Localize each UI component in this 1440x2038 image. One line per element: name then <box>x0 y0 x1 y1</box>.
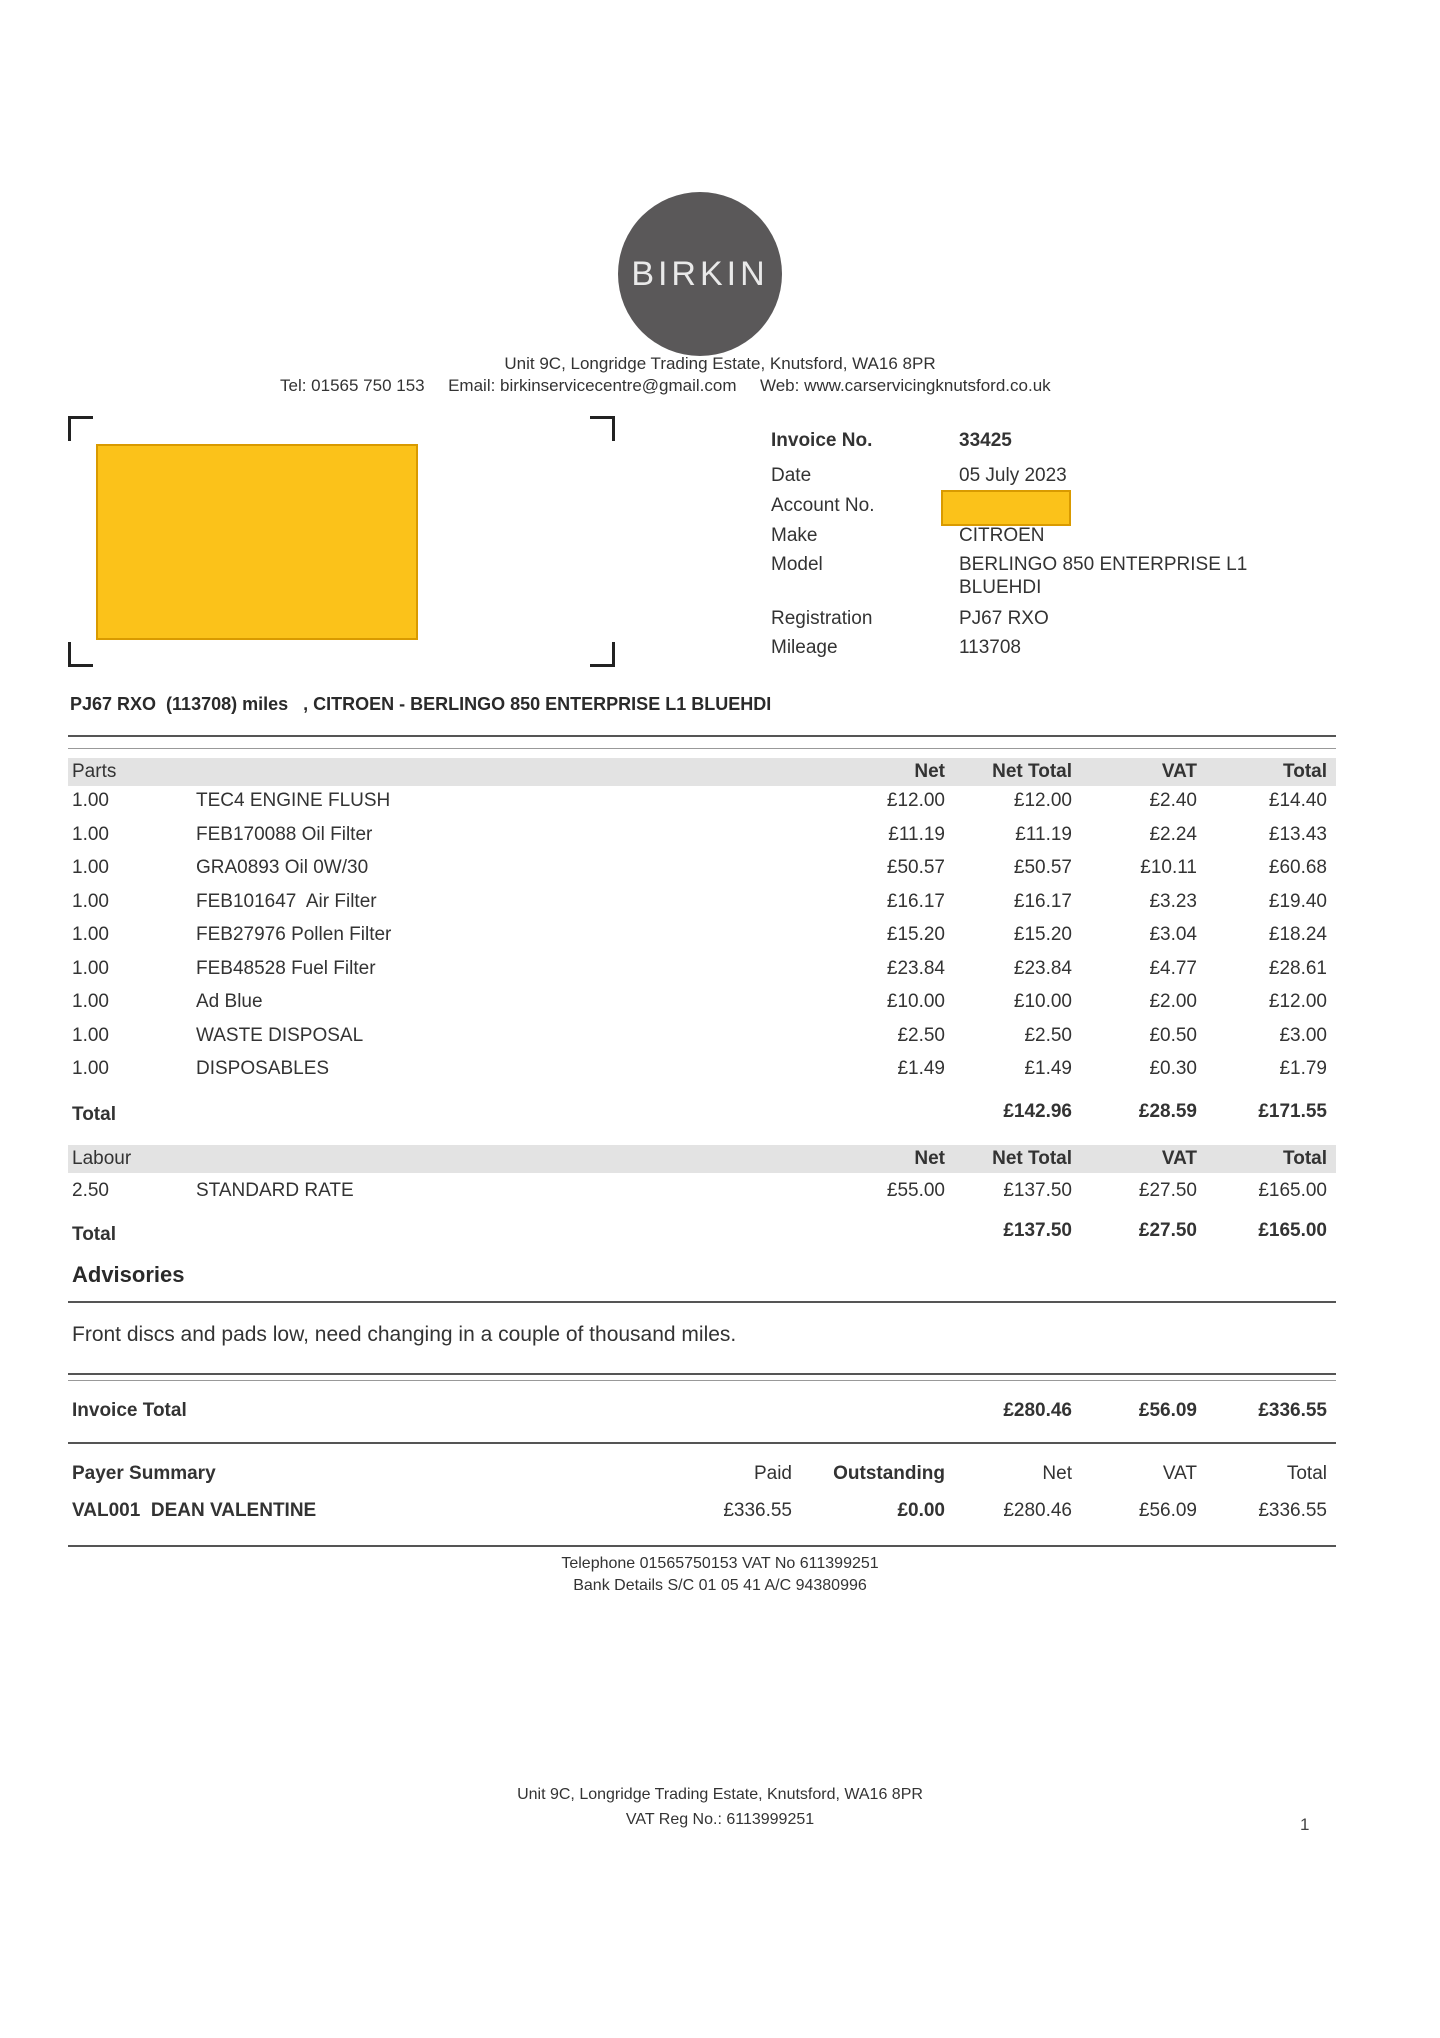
row-vat: £10.11 <box>1140 857 1197 878</box>
payer-outstanding: £0.00 <box>897 1500 945 1521</box>
table-row <box>0 991 1440 1025</box>
account-no-label: Account No. <box>771 495 875 516</box>
registration-label: Registration <box>771 608 873 629</box>
row-vat: £27.50 <box>1138 1180 1197 1201</box>
row-description: WASTE DISPOSAL <box>196 1024 364 1046</box>
divider <box>68 1442 1336 1444</box>
payer-col-paid: Paid <box>753 1463 792 1484</box>
advisories-title: Advisories <box>72 1262 185 1287</box>
row-net: £1.49 <box>897 1058 945 1079</box>
parts-total-net-total: £142.96 <box>1003 1101 1072 1122</box>
model-value-line1: BERLINGO 850 ENTERPRISE L1 <box>959 554 1248 575</box>
row-net-total: £12.00 <box>1013 790 1072 811</box>
payer-net: £280.46 <box>1003 1500 1072 1521</box>
labour-section-label: Labour <box>72 1148 132 1169</box>
company-contacts <box>280 376 1051 396</box>
divider <box>68 748 1336 749</box>
row-description: TEC4 ENGINE FLUSH <box>196 790 391 811</box>
parts-section-label: Parts <box>72 761 117 782</box>
row-total: £13.43 <box>1268 823 1327 845</box>
row-qty: 1.00 <box>72 790 109 811</box>
model-label: Model <box>771 554 823 575</box>
brand-logo-text: BIRKIN <box>631 254 769 293</box>
row-total: £12.00 <box>1268 991 1327 1012</box>
payer-name: VAL001 DEAN VALENTINE <box>72 1500 317 1521</box>
redacted-account-number <box>941 490 1071 526</box>
invoice-no-label: Invoice No. <box>771 430 873 451</box>
labour-total-total: £165.00 <box>1258 1220 1327 1241</box>
advisories-text: Front discs and pads low, need changing in a couple of thousand miles. <box>72 1323 737 1346</box>
address-window-corner <box>590 642 615 667</box>
invoice-total-net: £280.46 <box>1003 1400 1072 1421</box>
labour-total-net-total: £137.50 <box>1003 1220 1072 1241</box>
row-vat: £3.04 <box>1149 924 1197 945</box>
labour-col-net-total: Net Total <box>992 1148 1072 1169</box>
row-description: FEB101647 Air Filter <box>196 890 377 912</box>
address-window-corner <box>68 642 93 667</box>
row-description: STANDARD RATE <box>196 1180 354 1201</box>
row-vat: £3.23 <box>1149 890 1197 912</box>
row-total: £18.24 <box>1268 924 1327 945</box>
labour-col-vat: VAT <box>1161 1148 1197 1169</box>
parts-total-total: £171.55 <box>1258 1101 1327 1122</box>
row-net: £15.20 <box>886 924 945 945</box>
payer-vat: £56.09 <box>1138 1500 1197 1521</box>
divider <box>68 735 1336 737</box>
table-row <box>0 790 1440 824</box>
invoice-total-vat: £56.09 <box>1138 1400 1197 1421</box>
row-total: £165.00 <box>1258 1180 1327 1201</box>
make-label: Make <box>771 525 818 546</box>
date-value: 05 July 2023 <box>959 465 1067 486</box>
row-total: £19.40 <box>1268 890 1327 912</box>
row-vat: £0.50 <box>1149 1024 1197 1046</box>
table-row <box>0 1180 1440 1214</box>
model-value-line2: BLUEHDI <box>959 577 1042 598</box>
row-qty: 1.00 <box>72 823 109 845</box>
company-web: Web: www.carservicingknutsford.co.uk <box>759 376 1051 395</box>
row-net: £50.57 <box>886 857 945 878</box>
company-tel: Tel: 01565 750 153 <box>280 376 425 395</box>
payer-col-net: Net <box>1042 1463 1072 1484</box>
parts-col-total: Total <box>1283 761 1327 782</box>
mileage-value: 113708 <box>959 637 1021 658</box>
table-row <box>0 1025 1440 1059</box>
company-email: Email: birkinservicecentre@gmail.com <box>448 376 737 395</box>
page-footer-address: Unit 9C, Longridge Trading Estate, Knutsford, WA16 8PR <box>517 1786 923 1803</box>
payer-col-vat: VAT <box>1162 1463 1197 1484</box>
row-total: £3.00 <box>1279 1024 1327 1046</box>
row-net-total: £16.17 <box>1013 890 1072 912</box>
row-qty: 1.00 <box>72 957 109 979</box>
payer-col-outstanding: Outstanding <box>833 1463 945 1484</box>
row-qty: 1.00 <box>72 991 109 1012</box>
vehicle-summary: PJ67 RXO (113708) miles , CITROEN - BERLINGO 850 ENTERPRISE L1 BLUEHDI <box>70 694 772 714</box>
row-qty: 1.00 <box>72 857 109 878</box>
labour-total-vat: £27.50 <box>1138 1220 1197 1241</box>
row-net: £11.19 <box>888 823 945 845</box>
row-total: £28.61 <box>1268 957 1327 979</box>
invoice-total-total: £336.55 <box>1258 1400 1327 1421</box>
row-net-total: £10.00 <box>1013 991 1072 1012</box>
payer-total: £336.55 <box>1258 1500 1327 1521</box>
row-net-total: £15.20 <box>1013 924 1072 945</box>
row-total: £1.79 <box>1279 1058 1327 1079</box>
row-vat: £2.24 <box>1149 823 1197 845</box>
row-net-total: £11.19 <box>1015 823 1072 845</box>
labour-col-total: Total <box>1283 1148 1327 1169</box>
row-qty: 1.00 <box>72 890 109 912</box>
row-net: £16.17 <box>886 890 945 912</box>
invoice-total-label: Invoice Total <box>72 1400 187 1421</box>
mileage-label: Mileage <box>771 637 838 658</box>
row-qty: 2.50 <box>72 1180 109 1201</box>
divider <box>68 1301 1336 1303</box>
labour-total-label: Total <box>72 1224 116 1245</box>
payer-summary-title: Payer Summary <box>72 1463 216 1484</box>
divider <box>68 1380 1336 1381</box>
table-row <box>0 958 1440 992</box>
labour-col-net: Net <box>914 1148 945 1169</box>
page-footer-vat-reg: VAT Reg No.: 6113999251 <box>625 1811 815 1828</box>
row-description: FEB48528 Fuel Filter <box>196 957 376 979</box>
row-net-total: £23.84 <box>1013 957 1072 979</box>
row-qty: 1.00 <box>72 1058 109 1079</box>
address-window-corner <box>590 416 615 441</box>
row-net: £10.00 <box>886 991 945 1012</box>
row-total: £14.40 <box>1268 790 1327 811</box>
row-vat: £0.30 <box>1149 1058 1197 1079</box>
row-total: £60.68 <box>1268 857 1327 878</box>
row-description: DISPOSABLES <box>196 1058 330 1079</box>
row-description: FEB170088 Oil Filter <box>196 823 373 845</box>
row-qty: 1.00 <box>72 924 109 945</box>
date-label: Date <box>771 465 812 486</box>
row-net-total: £1.49 <box>1024 1058 1072 1079</box>
row-net-total: £50.57 <box>1013 857 1072 878</box>
row-net: £2.50 <box>897 1024 945 1046</box>
row-net-total: £2.50 <box>1024 1024 1072 1046</box>
table-row <box>0 857 1440 891</box>
parts-col-net: Net <box>914 761 945 782</box>
invoice-no-value: 33425 <box>959 430 1012 451</box>
footer-telephone-vat: Telephone 01565750153 VAT No 611399251 <box>561 1555 879 1572</box>
row-vat: £2.40 <box>1149 790 1197 811</box>
row-vat: £2.00 <box>1149 991 1197 1012</box>
footer-bank-details: Bank Details S/C 01 05 41 A/C 94380996 <box>573 1577 867 1594</box>
row-description: GRA0893 Oil 0W/30 <box>196 857 369 878</box>
payer-row <box>0 1500 1440 1532</box>
company-address: Unit 9C, Longridge Trading Estate, Knutsford, WA16 8PR <box>504 354 936 373</box>
row-net-total: £137.50 <box>1003 1180 1072 1201</box>
payer-col-total: Total <box>1286 1463 1327 1484</box>
table-row <box>0 1058 1440 1092</box>
redacted-customer-address <box>96 444 418 640</box>
table-row <box>0 924 1440 958</box>
row-description: Ad Blue <box>196 991 263 1012</box>
row-net: £12.00 <box>886 790 945 811</box>
table-row <box>0 824 1440 858</box>
registration-value: PJ67 RXO <box>959 608 1049 629</box>
parts-col-net-total: Net Total <box>992 761 1072 782</box>
make-value: CITROEN <box>959 525 1045 546</box>
divider <box>68 1545 1336 1547</box>
row-net: £23.84 <box>886 957 945 979</box>
payer-paid: £336.55 <box>723 1500 792 1521</box>
row-vat: £4.77 <box>1149 957 1197 979</box>
page-number: 1 <box>1300 1815 1310 1834</box>
row-net: £55.00 <box>886 1180 945 1201</box>
row-description: FEB27976 Pollen Filter <box>196 924 392 945</box>
parts-total-vat: £28.59 <box>1138 1101 1197 1122</box>
address-window-corner <box>68 416 93 441</box>
table-row <box>0 891 1440 925</box>
row-qty: 1.00 <box>72 1024 109 1046</box>
brand-logo <box>618 192 782 356</box>
parts-total-label: Total <box>72 1104 116 1125</box>
parts-table <box>0 790 1440 1092</box>
divider <box>68 1373 1336 1375</box>
parts-col-vat: VAT <box>1161 761 1197 782</box>
